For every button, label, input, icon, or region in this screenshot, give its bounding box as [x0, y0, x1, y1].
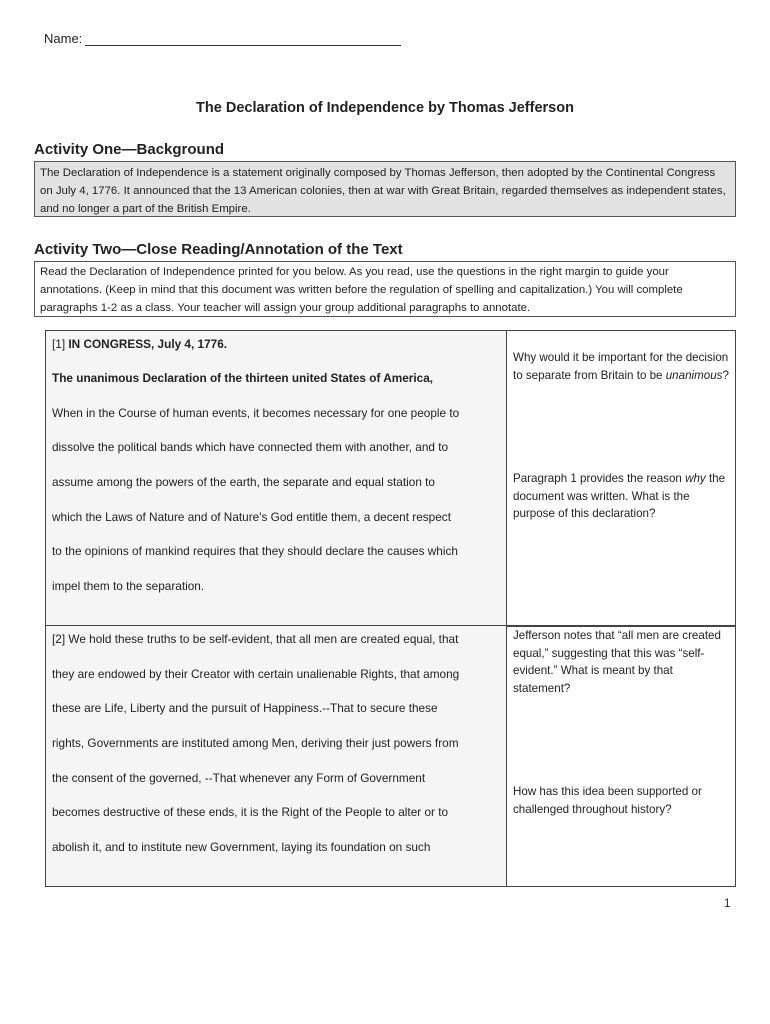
activity-one-heading: Activity One—Background	[34, 141, 225, 158]
paragraph-2-question-cell	[507, 626, 736, 887]
paragraph-2-question-1: Jefferson notes that “all men are created equal,” suggesting that this was “self-evident.” What is meant by that statement?	[513, 629, 721, 695]
paragraph-1-question-2: Paragraph 1 provides the reason why the document was written. What is the purpose of this declaration?	[513, 472, 726, 520]
paragraph-1-congress: IN CONGRESS, July 4, 1776.	[68, 337, 228, 351]
paragraph-1-subtitle: The unanimous Declaration of the thirteen united States of America,	[52, 371, 434, 385]
paragraph-1-line: When in the Course of human events, it becomes necessary for one people to	[52, 405, 460, 420]
paragraph-1-text-cell	[46, 331, 507, 627]
document-title: The Declaration of Independence by Thomas Jefferson	[196, 100, 574, 116]
name-line	[44, 31, 401, 46]
paragraph-2-line: [2] We hold these truths to be self-evident, that all men are created equal, that	[52, 632, 459, 646]
activity-two-box: Read the Declaration of Independence printed for you below. As you read, use the questions in the right margin to guide your annotations. (Keep in mind that this document was written before the regulation of spelling and capitalization.) You will complete paragraphs 1-2 as a class. Your teacher will assign your group additional paragraphs to annotate.	[34, 261, 736, 317]
paragraph-2-text-cell	[46, 626, 507, 887]
paragraph-1-number: [1]	[52, 337, 66, 351]
paragraph-1-line: impel them to the separation.	[52, 579, 205, 594]
page-number: 1	[724, 898, 731, 910]
paragraph-2-question-2: How has this idea been supported or challenged throughout history?	[513, 785, 702, 816]
name-label: Name:	[44, 31, 83, 46]
activity-one-box: The Declaration of Independence is a statement originally composed by Thomas Jefferson, then adopted by the Continental Congress on July 4, 1776. It announced that the 13 American colonies, then at war with Great Britain, regarded themselves as independent states, and no longer a part of the British Empire.	[34, 161, 736, 217]
paragraph-2-line: these are Life, Liberty and the pursuit of Happiness.--That to secure these	[52, 701, 438, 716]
paragraph-1-question-1: Why would it be important for the decision to separate from Britain to be unanimous?	[513, 351, 729, 382]
paragraph-2-line: becomes destructive of these ends, it is the Right of the People to alter or to	[52, 805, 449, 820]
activity-two-heading: Activity Two—Close Reading/Annotation of the Text	[34, 241, 403, 258]
paragraph-1-line: dissolve the political bands which have connected them with another, and to	[52, 440, 449, 455]
paragraph-2-line: the consent of the governed, --That whenever any Form of Government	[52, 770, 426, 785]
paragraph-2-line: rights, Governments are instituted among Men, deriving their just powers from	[52, 736, 459, 751]
paragraph-1-line: to the opinions of mankind requires that they should declare the causes which	[52, 544, 458, 559]
name-field[interactable]	[85, 31, 401, 46]
paragraph-1-question-cell	[507, 331, 736, 627]
paragraph-2-line: abolish it, and to institute new Government, laying its foundation on such	[52, 840, 431, 855]
paragraph-2-line: they are endowed by their Creator with certain unalienable Rights, that among	[52, 666, 460, 681]
annotation-table-1	[45, 330, 736, 627]
paragraph-1-line: assume among the powers of the earth, the separate and equal station to	[52, 475, 435, 490]
paragraph-1-line: which the Laws of Nature and of Nature's God entitle them, a decent respect	[52, 509, 451, 524]
annotation-table-2	[45, 625, 736, 887]
paragraph-1-heading	[52, 335, 500, 369]
